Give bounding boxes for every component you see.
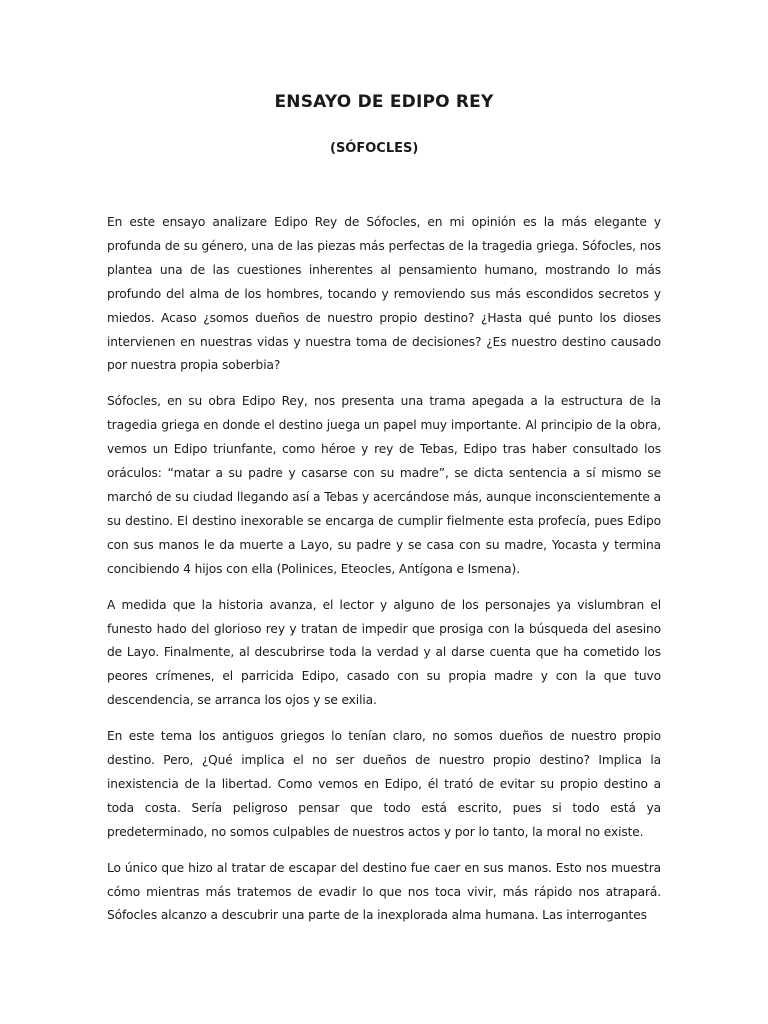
paragraph-5: Lo único que hizo al tratar de escapar del destino fue caer en sus manos. Esto nos muestra cómo mientras más tratemos de evadir lo que nos toca vivir, más rápido nos atrapará. Sófocles alcanzo a descubrir una parte de la inexplorada alma humana. Las interrogantes (107, 860, 661, 923)
document-subtitle: (SÓFOCLES) (330, 141, 419, 156)
paragraph-2: Sófocles, en su obra Edipo Rey, nos presenta una trama apegada a la estructura de la tragedia griega en donde el destino juega un papel muy importante. Al principio de la obra, vemos un Edipo triunfante, como héroe y rey de Tebas, Edipo tras haber consultado los oráculos: “matar a su padre y casarse con su madre”, se dicta sentencia a sí mismo se marchó de su ciudad llegando así a Tebas y acercándose más, aunque inconscientemente a su destino. El destino inexorable se encarga de cumplir fielmente esta profecía, pues Edipo con sus manos le da muerte a Layo, su padre y se casa con su madre, Yocasta y termina concibiendo 4 hijos con ella (Polinices, Eteocles, Antígona e Ismena). (107, 394, 661, 576)
paragraph-4: En este tema los antiguos griegos lo tenían claro, no somos dueños de nuestro propio destino. Pero, ¿Qué implica el no ser dueños de nuestro propio destino? Implica la inexistencia de la libertad. Como vemos en Edipo, él trató de evitar su propio destino a toda costa. Sería peligroso pensar que todo está escrito, pues si todo está ya predeterminado, no somos culpables de nuestros actos y por lo tanto, la moral no existe. (107, 729, 661, 839)
paragraph-3: A medida que la historia avanza, el lector y alguno de los personajes ya vislumbran el funesto hado del glorioso rey y tratan de impedir que prosiga con la búsqueda del asesino de Layo. Finalmente, al descubrirse toda la verdad y al darse cuenta que ha cometido los peores crímenes, el parricida Edipo, casado con su propia madre y con la que tuvo descendencia, se arranca los ojos y se exilia. (107, 597, 661, 708)
paragraph-1: En este ensayo analizare Edipo Rey de Sófocles, en mi opinión es la más elegante y profunda de su género, una de las piezas más perfectas de la tragedia griega. Sófocles, nos plantea una de las cuestiones inherentes al pensamiento humano, mostrando lo más profundo del alma de los hombres, tocando y removiendo sus más escondidos secretos y miedos. Acaso ¿somos dueños de nuestro propio destino? ¿Hasta qué punto los dioses intervienen en nuestras vidas y nuestra toma de decisiones? ¿Es nuestro destino causado por nuestra propia soberbia? (107, 215, 661, 373)
document-title: ENSAYO DE EDIPO REY (274, 92, 494, 112)
document-body (107, 211, 661, 940)
